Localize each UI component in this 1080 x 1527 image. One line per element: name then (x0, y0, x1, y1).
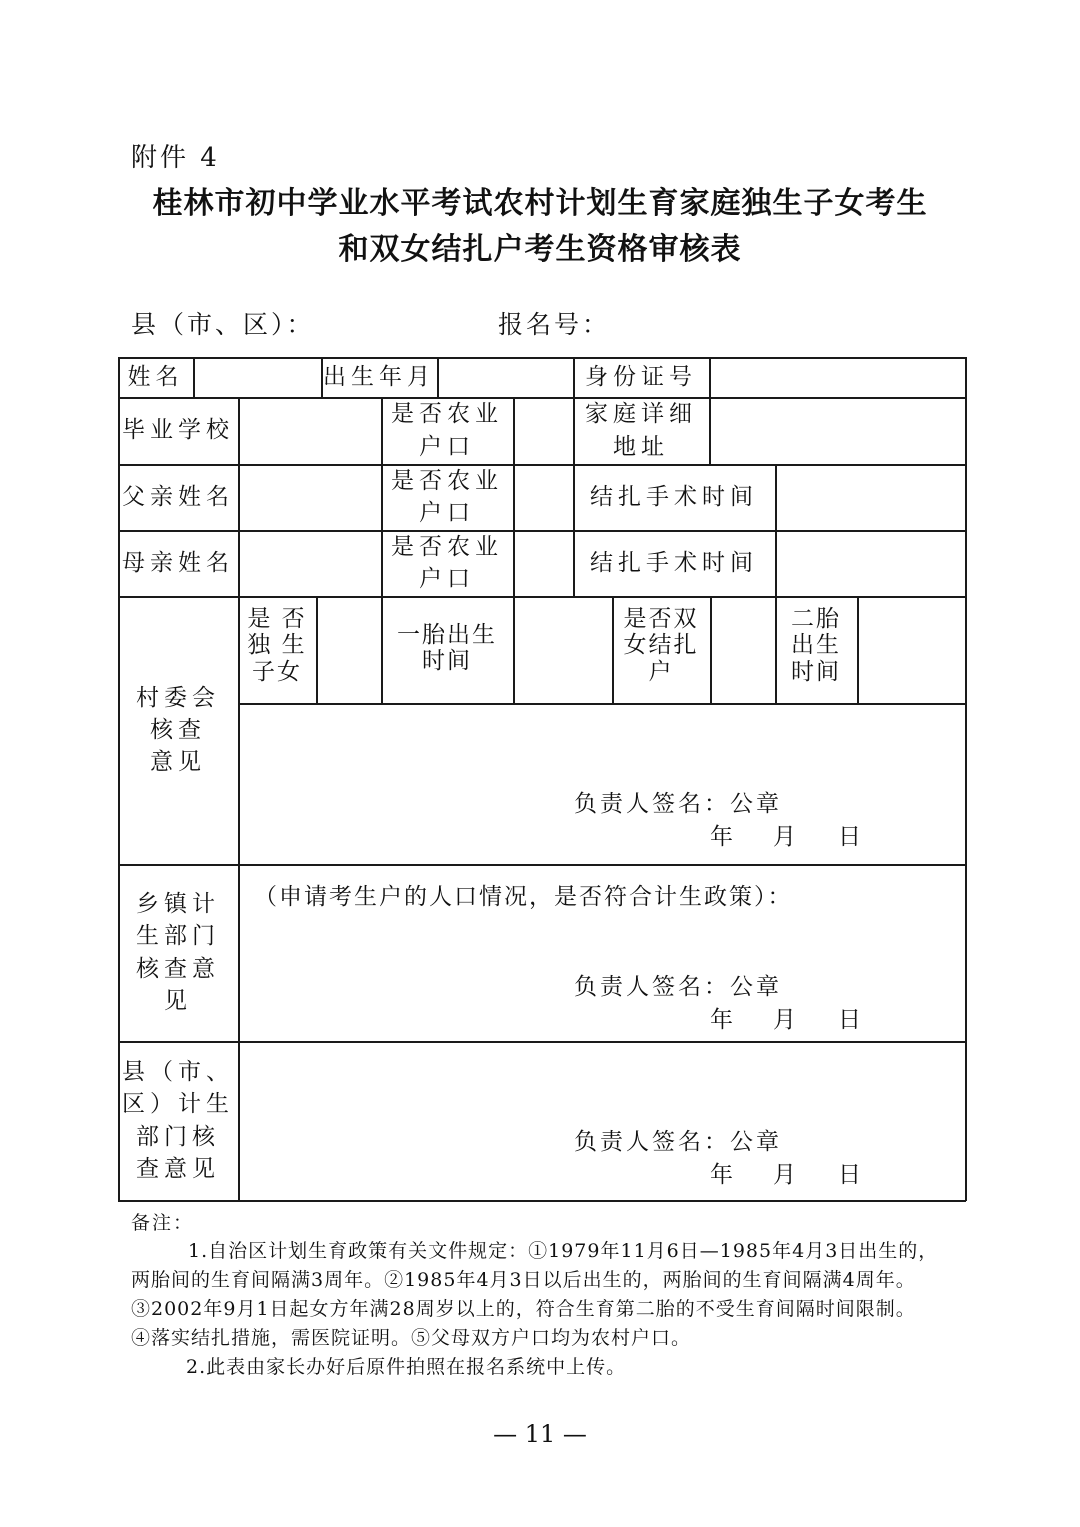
father-agri-hukou-field[interactable] (513, 464, 573, 530)
town-date-day: 日 (838, 1007, 864, 1033)
county-date-year: 年 (710, 1162, 736, 1188)
page-number: — 11 — (493, 1420, 587, 1448)
registration-number-label: 报名号： (498, 310, 611, 339)
mother-agri-hukou-label: 是否农业 户口 (391, 533, 503, 592)
second-birth-time-label: 二胎 出生 时间 (791, 606, 841, 685)
agri-hukou-label: 是否农业 户口 (391, 401, 503, 460)
birth-month-label: 出生年月 (323, 363, 435, 390)
second-birth-time-field[interactable] (857, 596, 965, 703)
name-label: 姓名 (127, 363, 184, 390)
birth-month-field[interactable] (437, 357, 573, 397)
note-line-2: 两胎间的生育间隔满3周年。②1985年4月3日以后出生的，两胎间的生育间隔满4周年。 (131, 1269, 916, 1291)
school-label: 毕业学校 (122, 417, 234, 444)
name-field[interactable] (193, 357, 321, 397)
note-line-1: 1.自治区计划生育政策有关文件规定：①1979年11月6日—1985年4月3日出生的， (188, 1240, 939, 1262)
mother-surgery-time-label: 结扎手术时间 (590, 549, 758, 576)
father-surgery-time-field[interactable] (775, 464, 965, 530)
village-committee-label: 村委会 核查 意见 (136, 684, 220, 776)
mother-surgery-time-field[interactable] (775, 530, 965, 596)
county-date-day: 日 (838, 1162, 864, 1188)
address-field[interactable] (709, 397, 965, 464)
note-line-5: 2.此表由家长办好后原件拍照在报名系统中上传。 (186, 1356, 627, 1378)
only-child-label: 是 否 独 生 子女 (247, 606, 307, 685)
town-date-year: 年 (710, 1007, 736, 1033)
county-family-planning-label: 县（市、 区）计生 部门核 查意见 (122, 1059, 234, 1182)
school-field[interactable] (238, 397, 381, 464)
village-date-day: 日 (838, 824, 864, 850)
note-line-3: ③2002年9月1日起女方年满28周岁以上的，符合生育第二胎的不受生育间隔时间限制。 (131, 1298, 916, 1320)
mother-agri-hukou-field[interactable] (513, 530, 573, 596)
town-family-planning-label: 乡镇计 生部门 核查意 见 (136, 891, 220, 1014)
father-name-field[interactable] (238, 464, 381, 530)
form-title-line2: 和双女结扎户考生资格审核表 (338, 232, 742, 267)
county-signature-label: 负责人签名：公章 (574, 1129, 782, 1155)
address-label: 家庭详细 地址 (585, 401, 697, 460)
id-number-label: 身份证号 (585, 363, 697, 390)
village-signature-label: 负责人签名：公章 (574, 791, 782, 817)
notes-heading: 备注： (131, 1212, 195, 1234)
double-girl-sterilization-label: 是否双 女结扎 户 (623, 606, 699, 685)
mother-name-label: 母亲姓名 (122, 549, 234, 576)
first-birth-time-field[interactable] (513, 596, 612, 703)
double-girl-sterilization-field[interactable] (710, 596, 775, 703)
only-child-field[interactable] (316, 596, 381, 703)
village-date-month: 月 (773, 824, 799, 850)
form-title-line1: 桂林市初中学业水平考试农村计划生育家庭独生子女考生 (152, 186, 928, 221)
first-birth-time-label: 一胎出生 时间 (397, 622, 497, 675)
agri-hukou-field[interactable] (513, 397, 573, 464)
town-signature-label: 负责人签名：公章 (574, 974, 782, 1000)
town-date-month: 月 (773, 1007, 799, 1033)
father-surgery-time-label: 结扎手术时间 (590, 483, 758, 510)
mother-name-field[interactable] (238, 530, 381, 596)
father-name-label: 父亲姓名 (122, 483, 234, 510)
note-line-4: ④落实结扎措施，需医院证明。⑤父母双方户口均为农村户口。 (131, 1327, 692, 1349)
town-opinion-hint: （申请考生户的人口情况，是否符合计生政策）： (254, 884, 793, 910)
county-label: 县（市、区）： (131, 310, 315, 339)
attachment-label: 附件 4 (131, 143, 220, 173)
qualification-review-table (118, 357, 966, 1201)
village-date-year: 年 (710, 824, 736, 850)
father-agri-hukou-label: 是否农业 户口 (391, 467, 503, 526)
id-number-field[interactable] (709, 357, 965, 397)
county-date-month: 月 (773, 1162, 799, 1188)
